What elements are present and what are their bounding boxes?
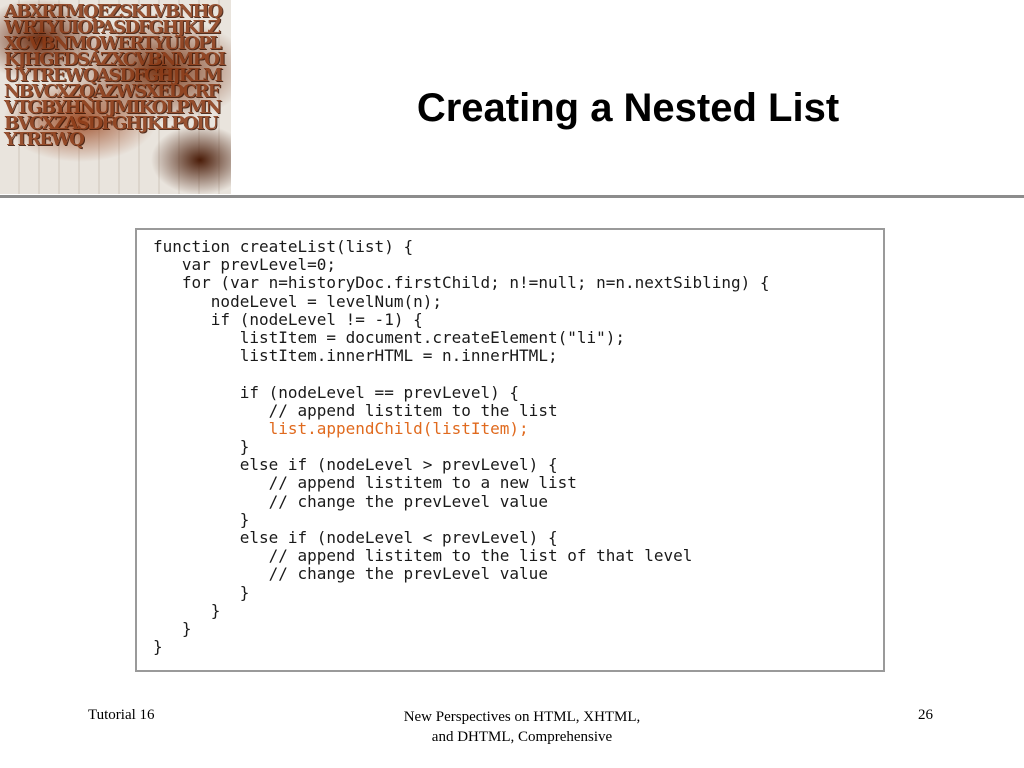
footer-book-title	[362, 707, 682, 747]
code-line: for (var n=historyDoc.firstChild; n!=null; n=n.nextSibling) {	[153, 273, 770, 293]
footer-book-title-line2: and DHTML, Comprehensive	[431, 729, 613, 745]
page-title: Creating a Nested List	[416, 86, 840, 130]
code-line: nodeLevel = levelNum(n);	[153, 291, 442, 311]
code-line: }	[153, 637, 163, 657]
code-line: if (nodeLevel == prevLevel) {	[153, 382, 520, 402]
code-line: list.appendChild(listItem);	[153, 418, 529, 438]
code-line: // append listitem to a new list	[153, 473, 577, 493]
code-line: else if (nodeLevel > prevLevel) {	[153, 455, 558, 475]
code-line: function createList(list) {	[153, 237, 414, 256]
code-listing	[135, 228, 885, 672]
code-line: }	[153, 509, 250, 529]
code-line: // append listitem to the list	[153, 400, 558, 420]
code-line: listItem.innerHTML = n.innerHTML;	[153, 346, 558, 366]
header-letters-image: ABXRTMQEZSKLVBNHQWRTYUIOPASDFGHJKLZXCVBNMQWERTYUIOPLKJHGFDSAZXCVBNMPOIUYTREWQASDFGHJKLMNBVCXZQAZWSXEDCRFVTGBYHNUJMIKOLPMNBVCXZASDFGHJKLPOIUYTREWQ	[0, 0, 231, 194]
code-line: }	[153, 600, 221, 620]
footer-book-title-line1: New Perspectives on HTML, XHTML,	[403, 709, 641, 725]
code-line: if (nodeLevel != -1) {	[153, 309, 423, 329]
page-number: 26	[918, 707, 933, 723]
code-line: }	[153, 437, 250, 457]
code-line: listItem = document.createElement("li");	[153, 327, 626, 347]
footer-tutorial-label: Tutorial 16	[88, 707, 155, 723]
code-line: // append listitem to the list of that level	[153, 546, 693, 566]
code-line: }	[153, 618, 192, 638]
title-divider	[0, 195, 1024, 198]
code-line: var prevLevel=0;	[153, 255, 337, 275]
code-line: // change the prevLevel value	[153, 564, 548, 584]
code-line: else if (nodeLevel < prevLevel) {	[153, 528, 558, 547]
code-line: }	[153, 582, 250, 602]
code-line	[153, 365, 883, 383]
code-line: // change the prevLevel value	[153, 491, 548, 511]
